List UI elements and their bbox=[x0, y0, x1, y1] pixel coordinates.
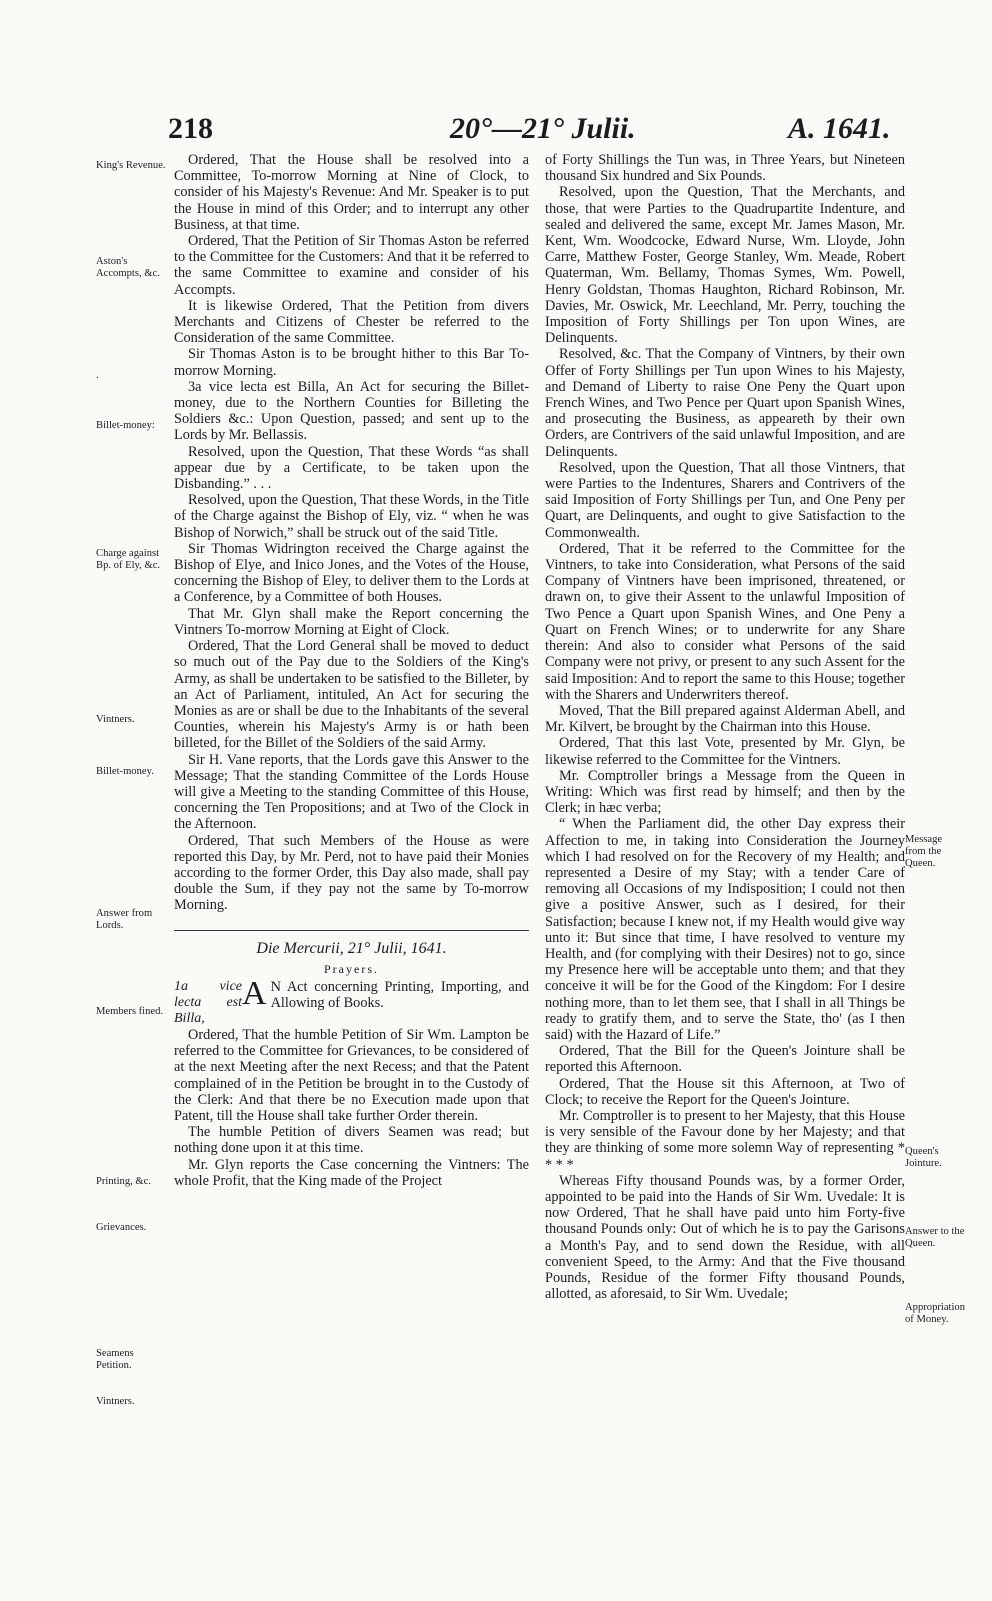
paragraph: The humble Petition of divers Seamen was read; but nothing done upon it at this time. bbox=[174, 1124, 529, 1157]
margin-note: . bbox=[96, 370, 99, 381]
paragraph: Ordered, That such Members of the House as were reported this Day, by Mr. Perd, not to have paid their Monies according to the former Order, this Day also made, shall pay double the Sum, if they pay not the same by To-morrow Morning. bbox=[174, 832, 529, 914]
paragraph: Ordered, That the Bill for the Queen's Jointure shall be reported this Afternoon. bbox=[545, 1043, 905, 1076]
paragraph: Resolved, &c. That the Company of Vintners, by their own Offer of Forty Shillings per Tun upon Wines to his Majesty, and Demand of Liberty to raise One Peny the Quart upon French Wines, and Two Pence per Quart upon Spanish Wines, and prosecuting the Business, as appeareth by their own Orders, are Contrivers of the said unlawful Imposition, and are Delinquents. bbox=[545, 346, 905, 460]
drop-cap: A bbox=[242, 974, 267, 1012]
margin-note: Grievances. bbox=[96, 1222, 147, 1233]
margin-note: Answer from Lords. bbox=[96, 908, 153, 931]
paragraph: of Forty Shillings the Tun was, in Three Years, but Nineteen thousand Six hundred and Six Pounds. bbox=[545, 152, 905, 185]
bill-reading bbox=[174, 974, 529, 1027]
margin-note: Appropriation of Money. bbox=[905, 1302, 966, 1325]
paragraph: Resolved, upon the Question, That these Words “as shall appear due by a Certificate, to be taken upon the Disbanding.” . . . bbox=[174, 443, 529, 493]
paragraph: Mr. Comptroller brings a Message from the Queen in Writing: Which was first read by himself; and then by the Clerk; in hæc verba; bbox=[545, 767, 905, 817]
paragraph: Ordered, That this last Vote, presented by Mr. Glyn, be likewise referred to the Committee for the Vintners. bbox=[545, 735, 905, 768]
margin-note: Aston's Accompts, &c. bbox=[96, 256, 160, 279]
paragraph: Resolved, upon the Question, That these Words, in the Title of the Charge against the Bishop of Ely, viz. “ when he was Bishop of Norwich,” shall be struck out of the said Title. bbox=[174, 492, 529, 541]
margin-note: Charge against Bp. of Ely, &c. bbox=[96, 548, 161, 571]
paragraph: Ordered, That the Lord General shall be moved to deduct so much out of the Pay due to the Soldiers of the King's Army, as shall be undertaken to be satisfied to the Billeter, by an Act of Parliament, intituled, An Act for securing the Monies as are or shall be due to the Inhabitants of the several Counties, wherein his Majesty's Army is or hath been billeted, for the Billet of the Soldiers of the said Army. bbox=[174, 638, 529, 752]
paragraph: Ordered, That the Petition of Sir Thomas Aston be referred to the Committee for the Customers: And that it be referred to the same Committee to examine and consider of his Accompts. bbox=[174, 233, 529, 298]
paragraph: Ordered, That the House shall be resolved into a Committee, To-morrow Morning at Nine of Clock, to consider of his Majesty's Revenue: And Mr. Speaker is to put the House in mind of this Order; and to interrupt any other Business, at that time. bbox=[174, 152, 529, 233]
margin-note: Answer to the Queen. bbox=[905, 1226, 965, 1249]
paragraph: Resolved, upon the Question, That the Merchants, and those, that were Parties to the Quadrupartite Indenture, and sealed and delivered the same, except Mr. James Mason, Mr. Kent, Wm. Woodcocke, Edward Nurse, Wm. Lloyde, John Carre, Matthew Foster, George Stanley, Wm. Meade, Robert Quaterman, Wm. Bellamy, Thomas Symes, Wm. Powell, Henry Goldstan, Thomas Haughton, Richard Robinson, Mr. Davies, Mr. Oswick, Mr. Leechland, Mr. Perry, touching the Imposition of Forty Shillings per Ton upon Wines, are Delinquents. bbox=[545, 184, 905, 347]
queen-message: “ When the Parliament did, the other Day express their Affection to me, in taking into Consideration the Journey which I had resolved on for the Recovery of my Health; and represented a Desire of my Stay; with a tender Care of removing all Occasions of my Indisposition; I could not then give a positive Answer, such as I desired, for their Satisfaction; because I knew not, if my Health would give way unto it: But since that time, I have resolved to venture my Health, and (for complying with their Desires) not to go, since my Presence here will be acceptable unto them; and that they conceive it will be for the Good of the Kingdom: For I desire nothing more, than to let them see, that I shall in all Things be ready to gratify them, and to serve the State, tho' (as I then said) with the Hazard of Life.” bbox=[545, 816, 905, 1043]
paragraph: It is likewise Ordered, That the Petition from divers Merchants and Citizens of Chester be referred to the Consideration of the same Committee. bbox=[174, 297, 529, 347]
paragraph: Mr. Glyn reports the Case concerning the Vintners: The whole Profit, that the King made of the Project bbox=[174, 1156, 529, 1189]
margin-note: Seamens Petition. bbox=[96, 1348, 134, 1371]
right-column bbox=[545, 152, 905, 1302]
paragraph: Ordered, That the House sit this Afternoon, at Two of Clock; to receive the Report for the Queen's Jointure. bbox=[545, 1075, 905, 1108]
paragraph: Resolved, upon the Question, That all those Vintners, that were Parties to the Indentures, Sharers and Contrivers of the said Imposition of Forty Shillings per Tun, and One Peny per Quart, are Delinquents, and ought to give Satisfaction to the Commonwealth. bbox=[545, 459, 905, 541]
day-heading: Die Mercurii, 21° Julii, 1641. bbox=[256, 939, 447, 957]
paragraph: Moved, That the Bill prepared against Alderman Abell, and Mr. Kilvert, be brought by the Chairman into this House. bbox=[545, 702, 905, 736]
page-year: A. 1641. bbox=[788, 112, 891, 145]
margin-note: Queen's Jointure. bbox=[905, 1146, 942, 1169]
bill-text: N Act concerning Printing, Importing, and Allowing of Books. bbox=[270, 978, 529, 1012]
paragraph: Sir Thomas Widrington received the Charge against the Bishop of Elye, and Inico Jones, and the Votes of the House, concerning the Bishop of Eley, to deliver them to the Lords at a Conference, by a Committee of both Houses. bbox=[174, 540, 529, 606]
paragraph: Mr. Comptroller is to present to her Majesty, that this House is very sensible of the Favour done by her Majesty; and that they are thinking of some more solemn Way of representing * * * * bbox=[545, 1107, 905, 1173]
page-number: 218 bbox=[168, 112, 213, 145]
paragraph: 3a vice lecta est Billa, An Act for securing the Billet-money, due to the Northern Counties for Billeting the Soldiers &c.: Upon Question, passed; and sent up to the Lords by Mr. Bellassis. bbox=[174, 378, 529, 444]
left-column bbox=[174, 152, 529, 1189]
margin-note: Members fined. bbox=[96, 1006, 164, 1017]
margin-note: King's Revenue. bbox=[96, 160, 166, 171]
page-date: 20°—21° Julii. bbox=[450, 112, 636, 145]
paragraph: Sir Thomas Aston is to be brought hither to this Bar To-morrow Morning. bbox=[174, 346, 529, 379]
margin-note: Vintners. bbox=[96, 1396, 135, 1407]
paragraph: Sir H. Vane reports, that the Lords gave this Answer to the Message; That the standing Committee of the Lords House will give a Meeting to the standing Committee of this House, concerning the Ten Propositions; and at Two of the Clock in the Afternoon. bbox=[174, 751, 529, 833]
paragraph: That Mr. Glyn shall make the Report concerning the Vintners To-morrow Morning at Eight of Clock. bbox=[174, 605, 529, 638]
prayers-heading: Prayers. bbox=[324, 961, 379, 976]
paragraph: Whereas Fifty thousand Pounds was, by a former Order, appointed to be paid into the Hands of Sir Wm. Uvedale: It is now Ordered, That he shall have paid unto him Forty-five thousand Pounds only: Out of which he is to pay the Garisons a Month's Pay, and to send down the Residue, with all convenient Speed, to the Army: And that the Five thousand Pounds, Residue of the former Fifty thousand Pounds, allotted, as aforesaid, to Sir Wm. Uvedale; bbox=[545, 1172, 905, 1303]
section-divider bbox=[174, 930, 529, 931]
margin-note: Printing, &c. bbox=[96, 1176, 152, 1187]
paragraph: Ordered, That it be referred to the Committee for the Vintners, to take into Consideration, what Persons of the said Company of Vintners have been imprisoned, threatened, or drawn on, to give their Assent to the unlawful Imposition of Two Pence a Quart upon Spanish Wines, and One Peny a Quart on French Wines; or to underwrite for any Share therein: And also to consider what Persons of the said Company were not privy, or present to any such Assent for the said Imposition: And to report the same to this House; together with the Sharers and Underwriters thereof. bbox=[545, 540, 905, 703]
margin-note: Vintners. bbox=[96, 714, 135, 725]
paragraph: Ordered, That the humble Petition of Sir Wm. Lampton be referred to the Committee for Grievances, to be considered of at the next Meeting after the next Recess; and that the Patent complained of in the Petition be brought in to the Custody of the Clerk: And that there be no Execution made upon that Patent, till the House shall take further Order therein. bbox=[174, 1026, 529, 1124]
margin-note: Message from the Queen. bbox=[905, 834, 943, 869]
bill-label: 1a vice lecta est Billa, bbox=[174, 978, 242, 1026]
margin-note: Billet-money. bbox=[96, 766, 154, 777]
margin-note: Billet-money: bbox=[96, 420, 155, 431]
